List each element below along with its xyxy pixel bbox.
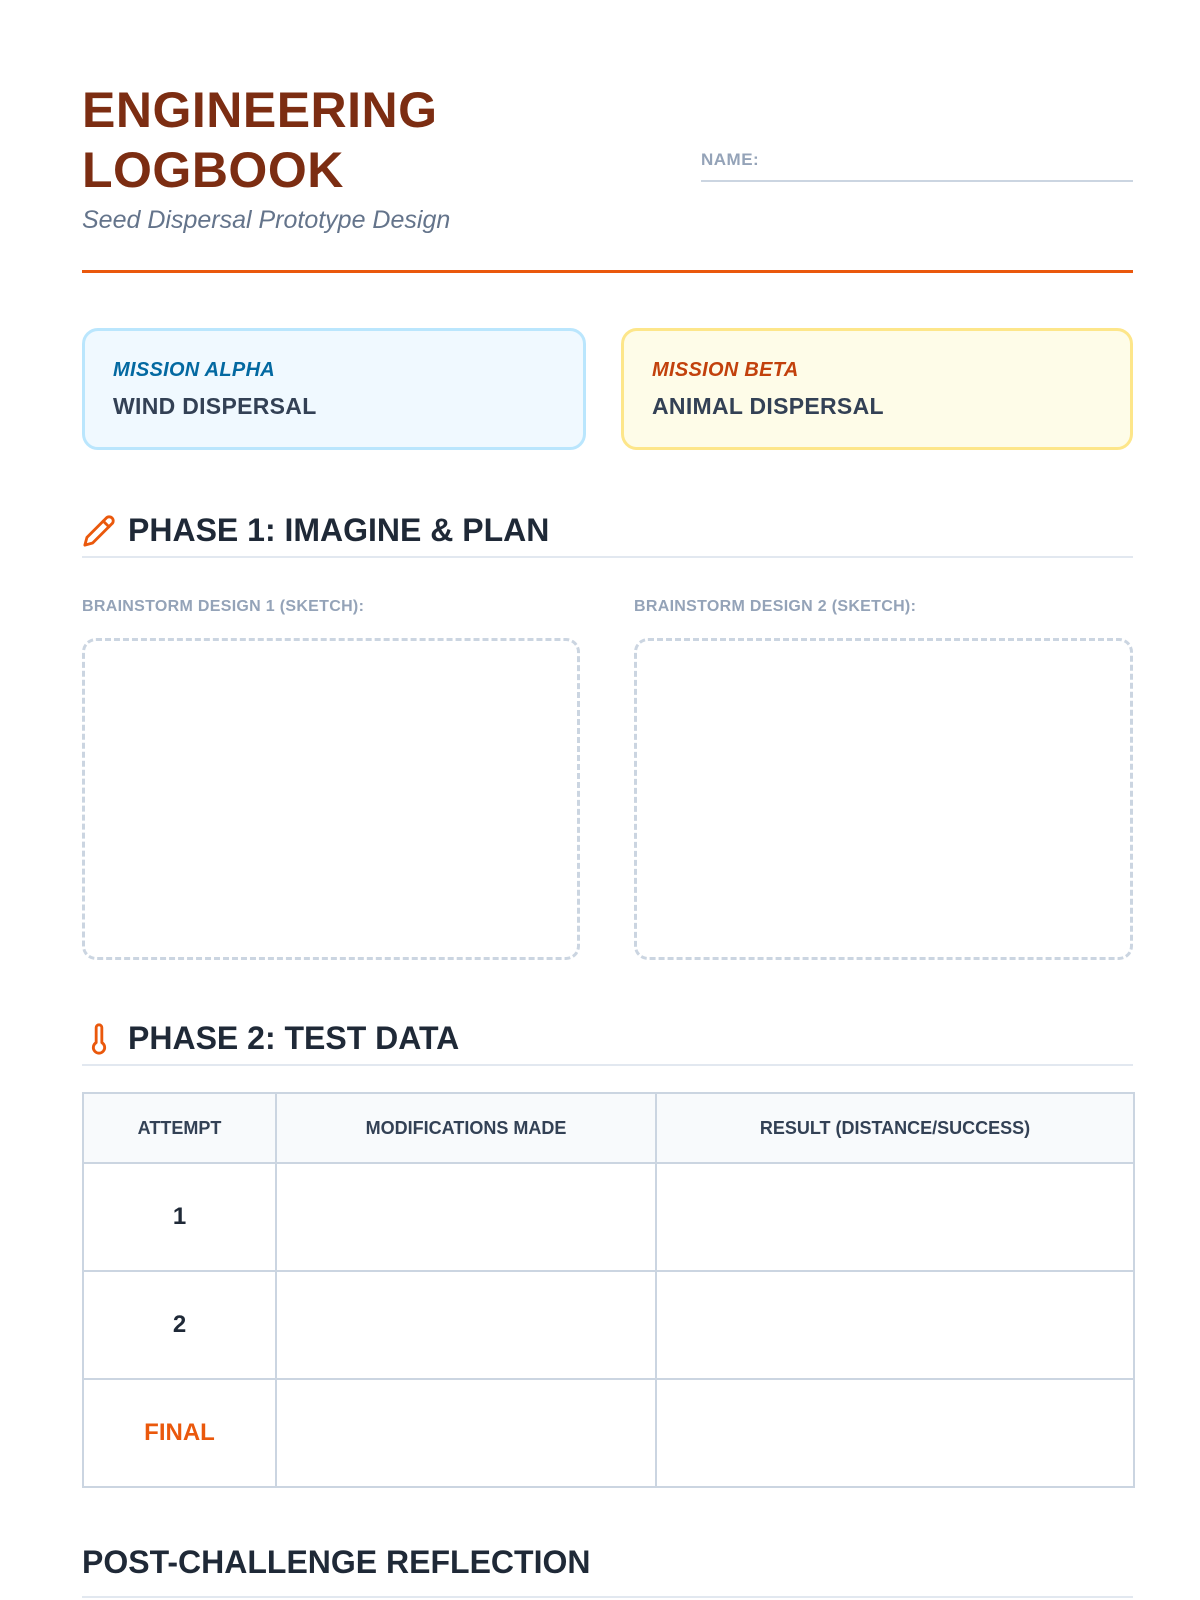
result-cell[interactable] [656,1163,1134,1271]
reflection-title: POST-CHALLENGE REFLECTION [82,1544,591,1580]
page-title [82,80,438,200]
page-subtitle: Seed Dispersal Prototype Design [82,206,451,234]
mission-beta-value: ANIMAL DISPERSAL [652,393,884,419]
name-label: NAME: [701,150,760,169]
table-row [83,1163,1134,1271]
phase1-heading [82,508,1133,558]
mission-alpha-tag: MISSION ALPHA [113,359,276,381]
header-divider [82,270,1133,273]
sketch-area-1[interactable] [82,638,580,960]
reflection-heading [82,1540,1133,1598]
column-header-result: RESULT (DISTANCE/SUCCESS) [656,1093,1134,1163]
title-line-2: LOGBOOK [82,142,344,198]
column-header-modifications: MODIFICATIONS MADE [276,1093,656,1163]
sketch-label-2: BRAINSTORM DESIGN 2 (SKETCH): [634,598,917,615]
name-field[interactable] [701,150,1133,182]
result-cell[interactable] [656,1379,1134,1487]
column-header-attempt: ATTEMPT [83,1093,276,1163]
attempt-cell: 1 [83,1163,276,1271]
attempt-cell: 2 [83,1271,276,1379]
title-line-1: ENGINEERING [82,82,438,138]
table-row [83,1379,1134,1487]
mission-beta-tag: MISSION BETA [652,359,799,381]
thermometer-icon [82,1022,116,1056]
table-row [83,1271,1134,1379]
mission-alpha-value: WIND DISPERSAL [113,393,317,419]
modifications-cell[interactable] [276,1379,656,1487]
modifications-cell[interactable] [276,1271,656,1379]
sketch-label-1: BRAINSTORM DESIGN 1 (SKETCH): [82,598,365,615]
phase2-title: PHASE 2: TEST DATA [128,1020,460,1056]
table-header-row [83,1093,1134,1163]
pencil-icon [82,514,116,548]
mission-beta-card [621,328,1133,450]
modifications-cell[interactable] [276,1163,656,1271]
result-cell[interactable] [656,1271,1134,1379]
logbook-page [82,0,1133,1600]
phase1-title: PHASE 1: IMAGINE & PLAN [128,512,550,548]
test-data-table [82,1092,1135,1488]
phase2-heading [82,1016,1133,1066]
sketch-area-2[interactable] [634,638,1133,960]
mission-alpha-card [82,328,586,450]
attempt-cell-final: FINAL [83,1379,276,1487]
